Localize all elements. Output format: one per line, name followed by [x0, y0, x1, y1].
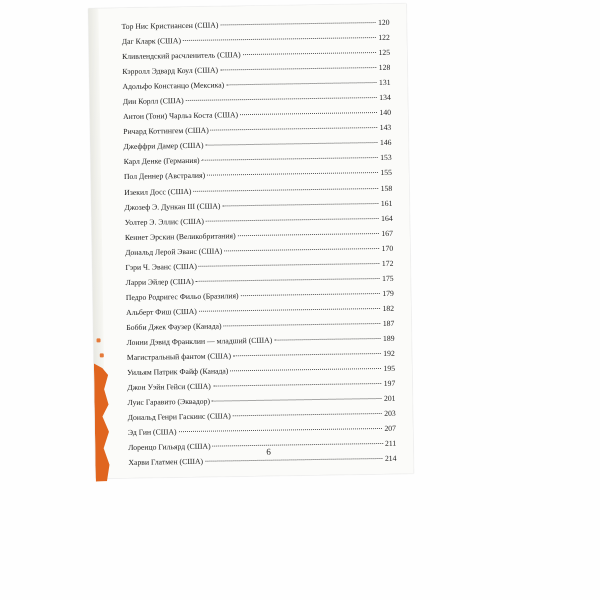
toc-entry-page: 140: [379, 108, 392, 118]
toc-entry-name: Джеффри Дамер (США): [123, 141, 204, 152]
toc-entry-name: Гэри Ч. Эванс (США): [125, 261, 197, 272]
toc-leader-dots: [224, 248, 379, 251]
toc-entry-name: Лонни Дэвид Франклин — младший (США): [126, 335, 273, 347]
toc-entry-page: 134: [379, 93, 391, 103]
toc-leader-dots: [233, 413, 382, 416]
toc-leader-dots: [233, 353, 381, 356]
toc-leader-dots: [238, 233, 380, 236]
toc-entry-page: 214: [384, 454, 397, 464]
toc-entry-page: 161: [380, 198, 393, 208]
toc-entry-page: 125: [378, 47, 391, 58]
toc-entry-name: Антон (Тони) Чарльз Коста (США): [122, 110, 239, 122]
page-number: 6: [266, 446, 271, 457]
toc-leader-dots: [220, 22, 376, 25]
cover-orange-strip: [94, 363, 110, 481]
toc-leader-dots: [226, 82, 377, 85]
toc-entry-page: 120: [377, 17, 390, 27]
toc-entry-name: Педро Родригес Фильо (Бразилия): [125, 291, 239, 302]
toc-entry-name: Кеннет Эрскин (Великобритания): [124, 230, 236, 242]
toc-entry-name: Эд Гин (США): [127, 427, 177, 438]
toc-leader-dots: [196, 278, 380, 282]
toc-entry-page: 164: [381, 213, 393, 223]
toc-entry-page: 155: [380, 168, 393, 178]
toc-leader-dots: [241, 293, 381, 296]
toc-entry-name: Даг Кларк (США): [121, 36, 182, 47]
toc-entry-name: Лоренцо Гильярд (США): [128, 441, 211, 453]
toc-entry-page: 158: [380, 183, 393, 193]
toc-entry-page: 189: [382, 333, 395, 343]
toc-leader-dots: [243, 52, 377, 55]
toc-leader-dots: [220, 67, 377, 70]
toc-leader-dots: [199, 308, 381, 312]
toc-entry-name: Джозеф Э. Дункан III (США): [124, 201, 221, 212]
toc-entry-name: Луис Гаравито (Эквадор): [127, 396, 211, 408]
toc-entry-page: 146: [379, 138, 392, 148]
toc-entry-name: Дин Корлл (США): [122, 96, 184, 107]
toc-entry: [128, 454, 396, 473]
toc-entry-name: Кливлендский расчленитель (США): [122, 50, 241, 62]
toc-entry-page: 187: [382, 318, 395, 328]
toc-entry-page: 128: [378, 62, 391, 73]
toc-entry-name: Магистральный фантом (США): [126, 351, 232, 362]
toc-leader-dots: [193, 188, 378, 192]
toc-entry-name: Ларри Эйлер (США): [125, 276, 194, 287]
toc-leader-dots: [207, 172, 378, 176]
toc-entry-page: 203: [384, 408, 396, 419]
toc-leader-dots: [183, 37, 376, 41]
toc-leader-dots: [212, 398, 382, 402]
toc-entry-page: 170: [381, 243, 394, 253]
toc-entry-name: Бобби Джек Фаузер (Канада): [126, 321, 222, 332]
toc-leader-dots: [199, 263, 380, 267]
toc-leader-dots: [179, 428, 383, 432]
toc-leader-dots: [206, 142, 378, 146]
toc-leader-dots: [213, 443, 383, 447]
toc-entry-page: 131: [378, 77, 391, 88]
toc-entry-name: Изекил Досс (США): [124, 186, 192, 197]
table-of-contents: [122, 18, 397, 474]
toc-leader-dots: [206, 218, 379, 222]
toc-entry-page: 179: [382, 288, 394, 298]
orange-speck: [97, 338, 101, 342]
toc-entry-name: Кэрролл Эдвард Коул (США): [122, 65, 219, 77]
orange-speck: [100, 353, 104, 357]
toc-entry-name: Дональд Генри Гаскинс (США): [127, 411, 231, 423]
book-page: [88, 4, 413, 479]
toc-entry-name: Уолтер Э. Эллис (США): [124, 216, 205, 227]
toc-entry-page: 211: [384, 439, 397, 449]
toc-leader-dots: [222, 203, 378, 206]
toc-leader-dots: [213, 383, 382, 387]
toc-entry-page: 153: [380, 153, 392, 163]
toc-leader-dots: [202, 157, 379, 161]
toc-entry-page: 167: [381, 228, 393, 238]
toc-entry-page: 143: [379, 123, 392, 133]
toc-leader-dots: [186, 97, 378, 101]
toc-entry-name: Тор Нис Кристиансен (США): [121, 20, 219, 32]
toc-entry-page: 197: [383, 378, 396, 389]
toc-entry-page: 182: [382, 303, 395, 313]
toc-entry-page: 122: [378, 32, 390, 43]
toc-entry-name: Харви Глатмен (США): [128, 457, 204, 468]
toc-entry-name: Пол Деннер (Австралия): [123, 171, 206, 182]
toc-leader-dots: [240, 112, 377, 115]
toc-entry-page: 201: [383, 393, 396, 404]
toc-entry-page: 195: [383, 363, 396, 374]
toc-entry-name: Адольфо Констанцо (Мексика): [122, 80, 225, 92]
toc-entry-name: Джон Уэйн Гейси (США): [127, 381, 211, 393]
toc-leader-dots: [211, 127, 378, 131]
toc-leader-dots: [224, 323, 381, 326]
toc-entry-page: 192: [383, 348, 395, 358]
toc-entry-name: Карл Денке (Германия): [123, 156, 200, 167]
toc-leader-dots: [205, 458, 383, 462]
toc-entry-name: Уильям Патрик Файф (Канада): [126, 366, 229, 378]
toc-leader-dots: [230, 368, 381, 371]
toc-entry-page: 175: [381, 273, 394, 283]
toc-entry-page: 207: [384, 424, 397, 434]
toc-entry-page: 172: [381, 258, 394, 268]
toc-leader-dots: [274, 338, 381, 341]
toc-entry-name: Дональд Лерой Эванс (США): [125, 246, 223, 257]
toc-entry-name: Ричард Коттингем (США): [123, 125, 209, 137]
toc-entry-name: Альберт Фиш (США): [126, 306, 197, 317]
